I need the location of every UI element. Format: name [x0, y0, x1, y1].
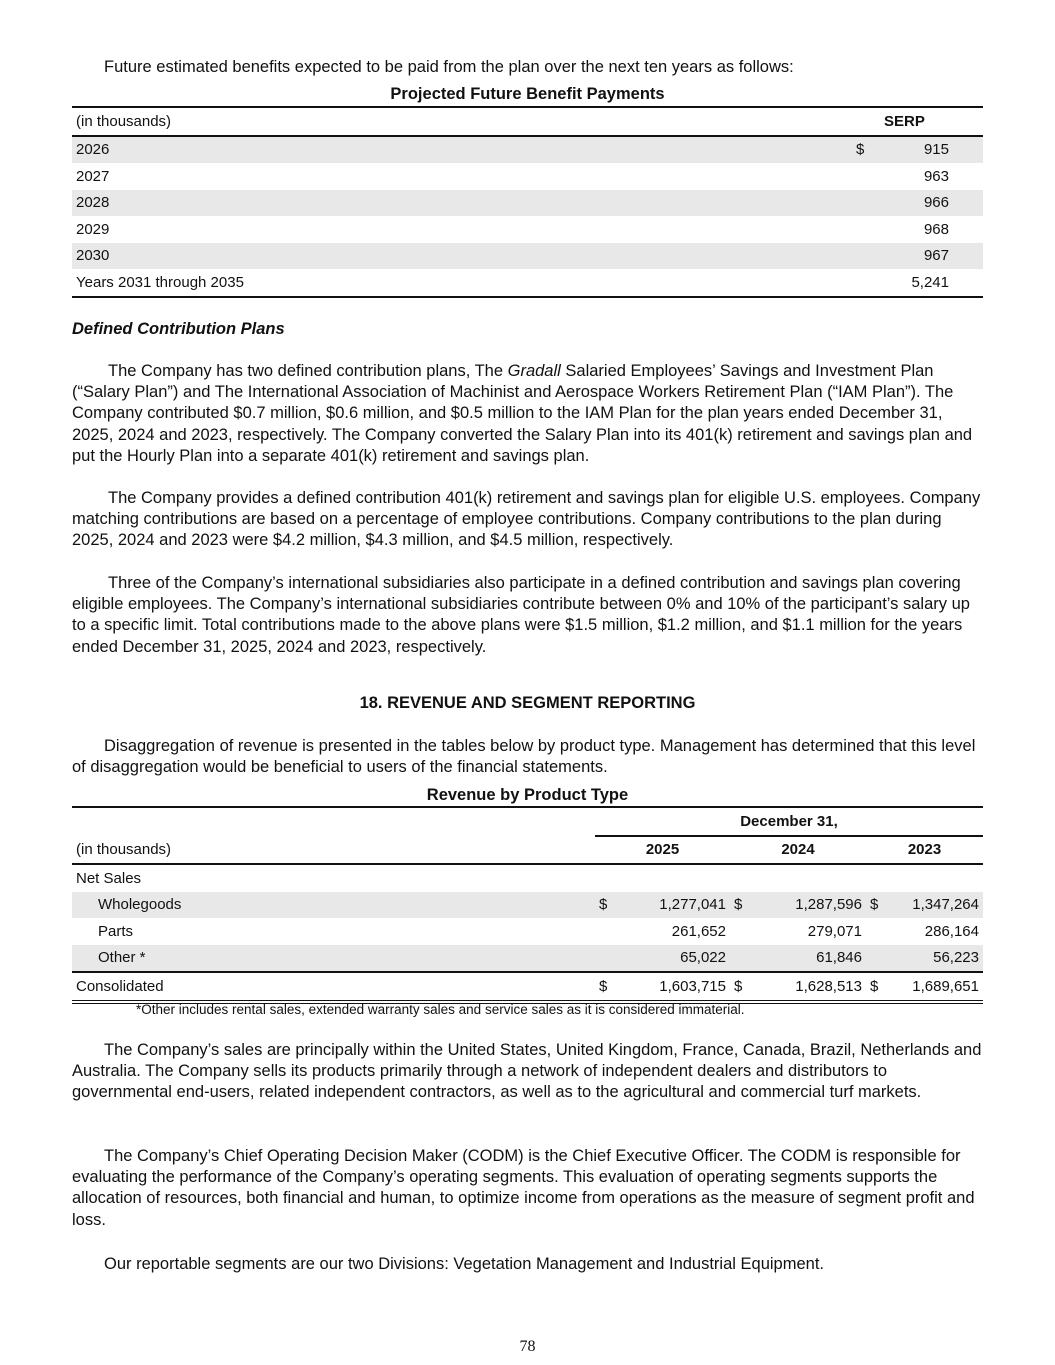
dc-para-3: Three of the Company’s international subsidiaries also participate in a defined contribution and savings plan covering eligible employees. The Company’s international subsidiaries contribute between 0% and 10% of the participant’s salary up to a specific limit. Total contributions made to the above plans were $1.5 million, $1.2 million, and $1.1 million for the years ended December 31, 2025, 2024 and 2023, respectively. — [72, 574, 970, 656]
table-row: 2026 $ 915 — [72, 136, 983, 164]
table-row: 2030 967 — [72, 243, 983, 270]
table-row: Wholegoods $ 1,277,041 $ 1,287,596 $ 1,347,264 — [72, 892, 983, 919]
benefit-table — [72, 106, 983, 298]
revenue-table — [72, 806, 983, 1004]
table-row: Other * 65,022 61,846 56,223 — [72, 945, 983, 973]
table-row: Parts 261,652 279,071 286,164 — [98, 922, 979, 940]
intro-line: Future estimated benefits expected to be paid from the plan over the next ten years as follows: — [104, 58, 794, 76]
period-header-row — [72, 807, 983, 836]
page-number: 78 — [519, 1338, 536, 1355]
serp-header: SERP — [842, 107, 983, 136]
year-2024-header: 2024 — [730, 836, 866, 865]
dc-para-2: The Company provides a defined contribution 401(k) retirement and savings plan for eligible U.S. employees. Company matching contributions are based on a percentage of employee contributions. Company contributions to the plan during 2025, 2024 and 2023 were $4.2 million, $4.3 million, and $4.5 million, respectively. — [72, 489, 981, 550]
table-row: 2027 963 — [76, 167, 949, 185]
section-18-heading: 18. REVENUE AND SEGMENT REPORTING — [359, 694, 696, 712]
dc-para-1: The Company has two defined contribution plans, The Gradall Salaried Employees’ Savings and Investment Plan (“Salary Plan”) and The International Association of Machinist and Aerospace Workers Retirement Plan (“IAM Plan”). The Company contributed $0.7 million, $0.6 million, and $0.5 million to the IAM Plan for the plan years ended December 31, 2025, 2024 and 2023, respectively. The Company converted the Salary Plan into its 401(k) retirement and savings plan and put the Hourly Plan into a separate 401(k) retirement and savings plan. — [72, 362, 973, 465]
dc-plans-heading: Defined Contribution Plans — [72, 320, 285, 338]
segments-para: Our reportable segments are our two Divisions: Vegetation Management and Industrial Equipment. — [104, 1255, 824, 1273]
consolidated-row: Consolidated $ 1,603,715 $ 1,628,513 $ 1,689,651 — [72, 972, 983, 1002]
table-row: 2028 966 — [72, 190, 983, 217]
sales-para: The Company’s sales are principally within the United States, United Kingdom, France, Canada, Brazil, Netherlands and Australia. The Company sells its products primarily through a network of independent dealers and distributors to governmental end-users, related independent contractors, as well as to the agricultural and commercial turf markets. — [72, 1041, 982, 1102]
codm-para: The Company’s Chief Operating Decision Maker (CODM) is the Chief Executive Officer. The CODM is responsible for evaluating the performance of the Company’s operating segments. This evaluation of operating segments supports the allocation of resources, both financial and human, to optimize income from operations as the measure of segment profit and loss. — [72, 1147, 975, 1229]
revenue-footnote: *Other includes rental sales, extended warranty sales and service sales as it is considered immaterial. — [136, 1002, 745, 1017]
year-2025-header: 2025 — [595, 836, 730, 865]
net-sales-row: Net Sales — [76, 869, 142, 887]
benefit-table-title: Projected Future Benefit Payments — [390, 85, 665, 103]
year-header-row — [72, 836, 983, 865]
table-row: Years 2031 through 2035 5,241 — [72, 269, 983, 297]
unit-label: (in thousands) — [72, 836, 595, 865]
period-header: December 31, — [595, 807, 983, 836]
table-row: 2029 968 — [76, 220, 949, 238]
year-2023-header: 2023 — [866, 836, 983, 865]
benefit-table-header — [72, 107, 983, 136]
revenue-table-title: Revenue by Product Type — [426, 786, 629, 804]
revenue-intro: Disaggregation of revenue is presented in the tables below by product type. Management has determined that this level of disaggregation would be beneficial to users of the financial statements. — [72, 737, 976, 777]
unit-label: (in thousands) — [72, 107, 842, 136]
